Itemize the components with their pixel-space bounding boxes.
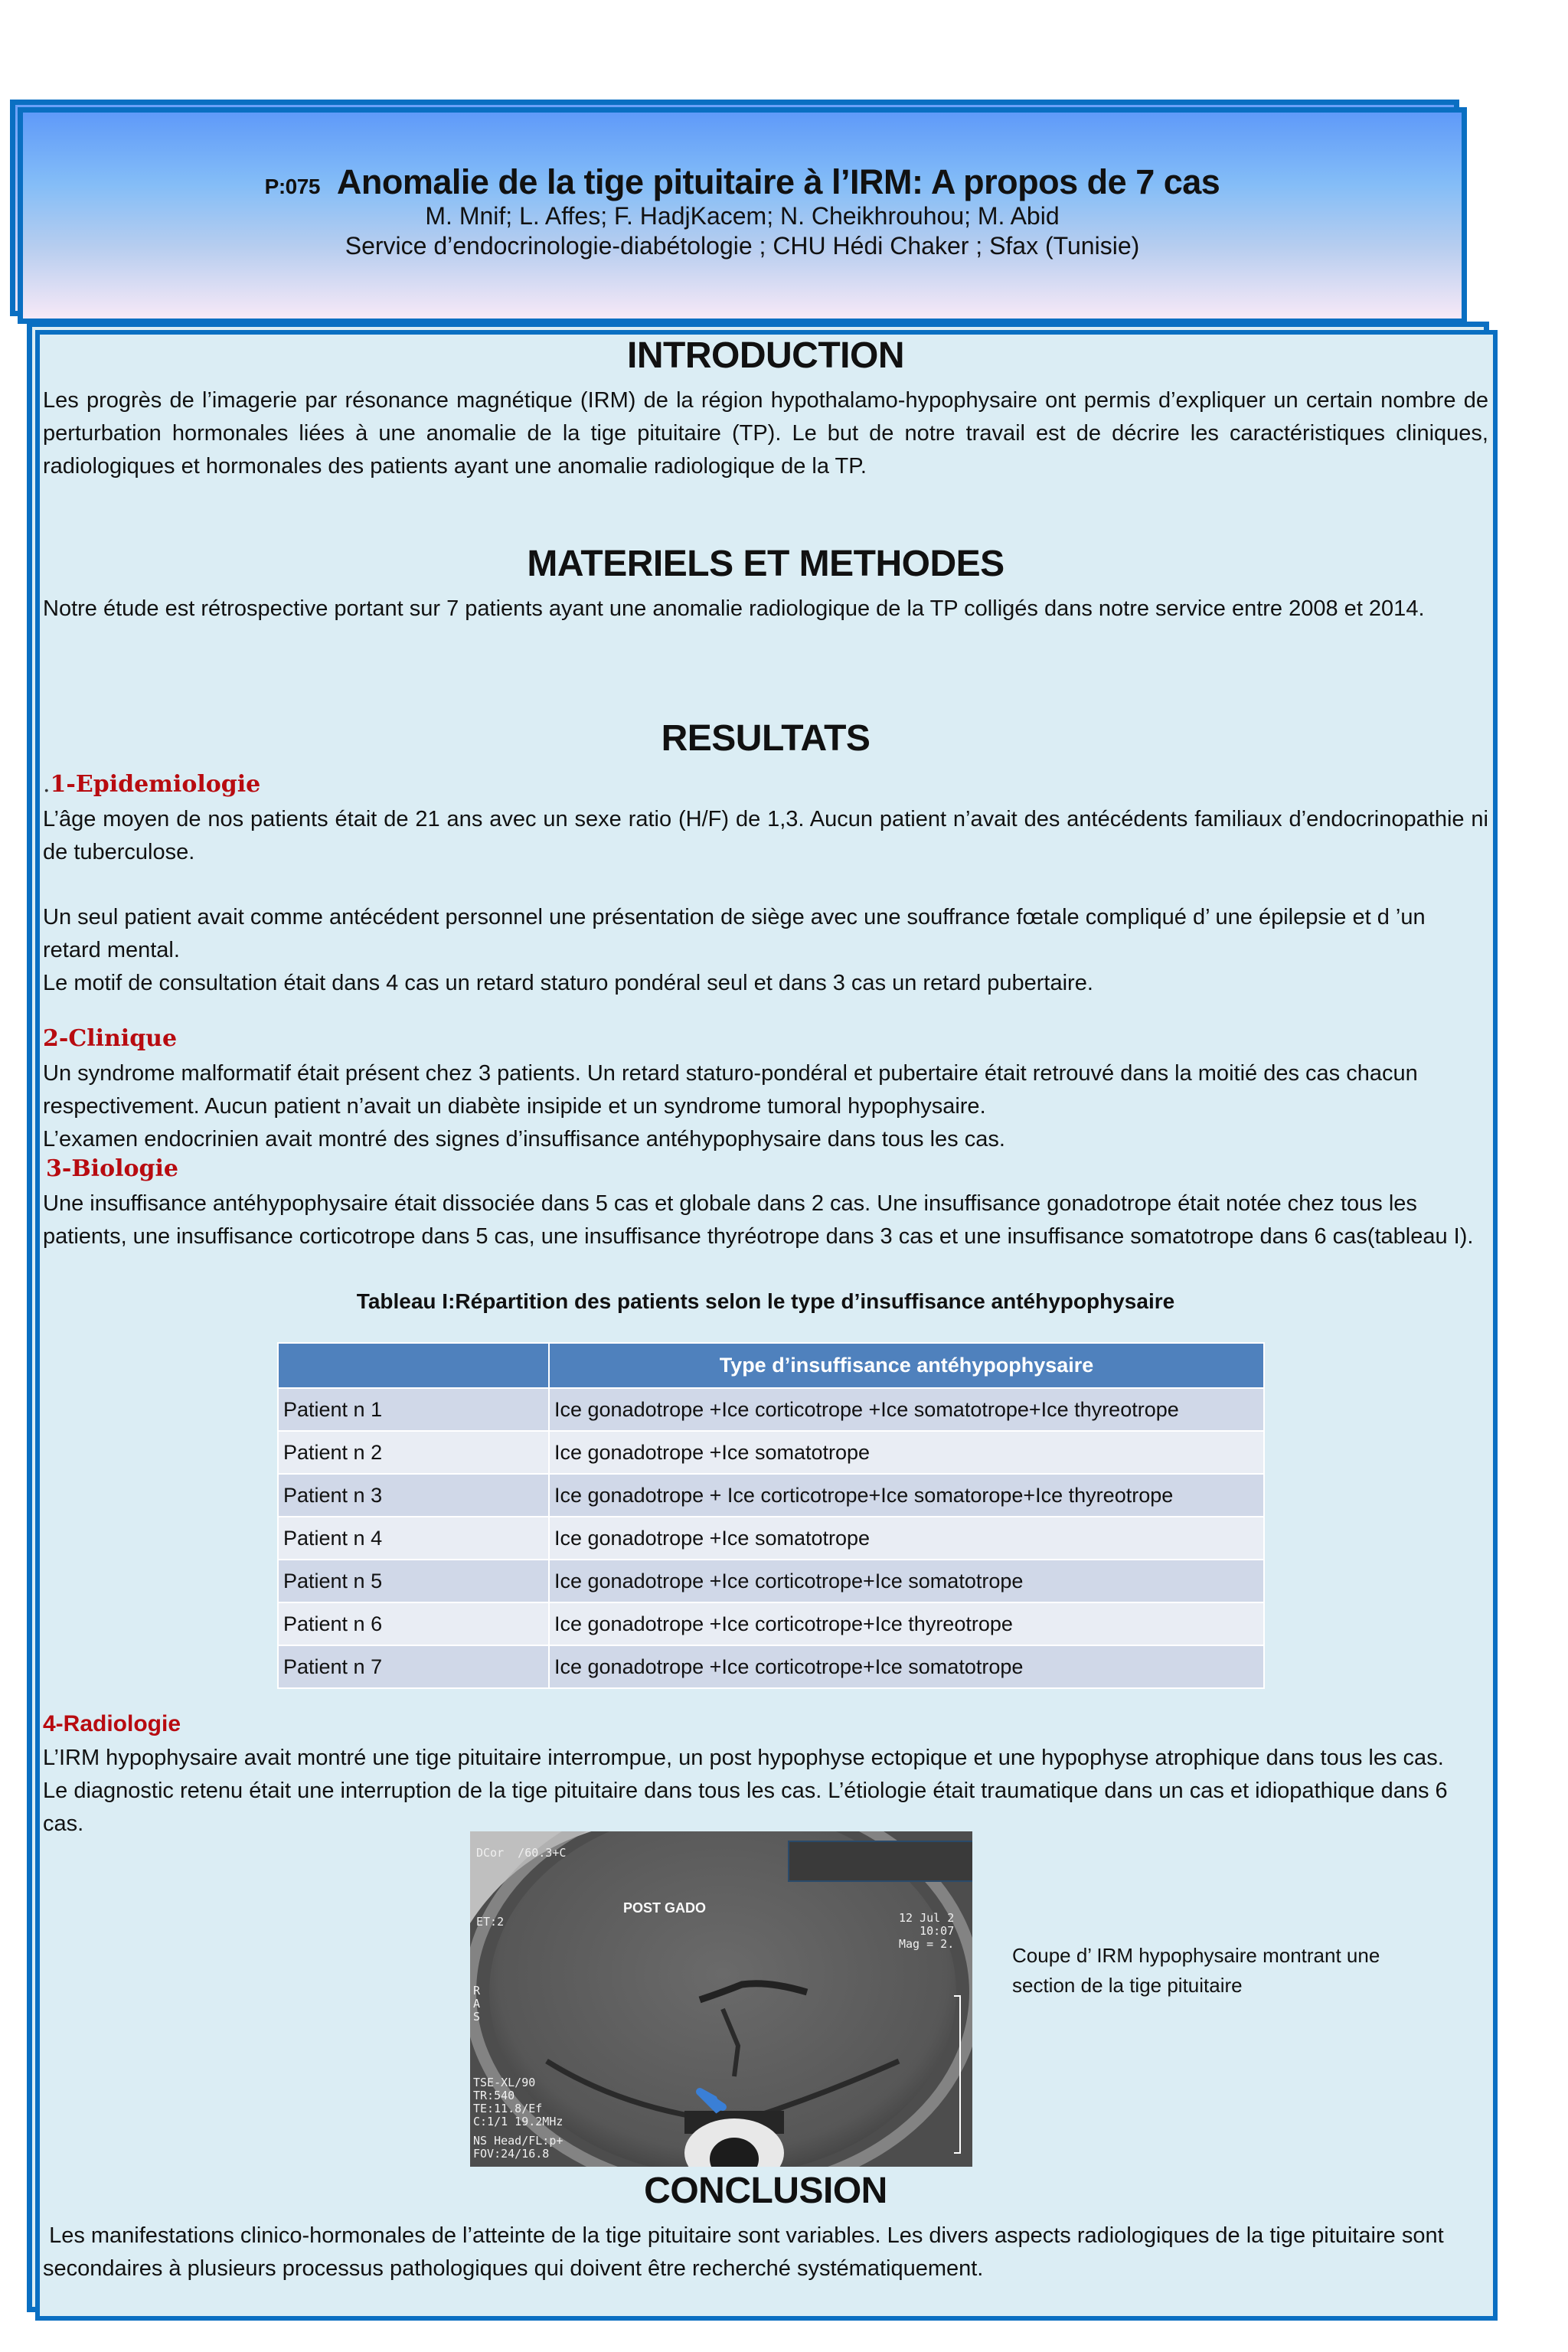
table-row [278,1560,1264,1602]
conclusion-title: CONCLUSION [644,2171,887,2211]
patient-cell: Patient n 2 [278,1431,549,1474]
epidemiology-paragraph-3: Le motif de consultation était dans 4 cas un retard staturo pondéral seul et dans 3 cas un retard pubertaire. [43,971,1093,995]
introduction-text: Les progrès de l’imagerie par résonance magnétique (IRM) de la région hypothalamo-hypophysaire ont permis d’expliquer un certain nombre de perturbation hormonales liées à une anomalie de la tige pituitaire (TP). Le but de notre travail est de décrire les caractéristiques cliniques, radiologiques et hormonales des patients ayant une anomalie radiologique de la TP. [43,388,1488,479]
subheading-clinique: 2-Clinique [43,1025,178,1052]
table-row [278,1602,1264,1645]
insufficiency-cell: Ice gonadotrope +Ice corticotrope +Ice somatotrope+Ice thyreotrope [549,1388,1264,1431]
poster-header [18,107,1467,324]
mri-overlay-orientation: R A S [473,1984,481,2024]
poster-title: Anomalie de la tige pituitaire à l’IRM: A propos de 7 cas [336,162,1220,201]
patient-cell: Patient n 3 [278,1474,549,1517]
insufficiency-table [277,1342,1265,1689]
insufficiency-cell: Ice gonadotrope +Ice corticotrope+Ice somatotrope [549,1645,1264,1688]
patient-cell: Patient n 6 [278,1602,549,1645]
table-header-patient [278,1343,549,1388]
table-caption: Tableau I:Répartition des patients selon le type d’insuffisance antéhypophysaire [356,1289,1175,1313]
table-row [278,1517,1264,1560]
clinique-paragraph-1: Un syndrome malformatif était présent chez 3 patients. Un retard staturo-pondéral et pubertaire était retrouvé dans la moitié des cas chacun respectivement. Aucun patient n’avait un diabète insipide et un syndrome tumoral hypophysaire. [43,1061,1418,1119]
clinique-paragraph-2: L’examen endocrinien avait montré des signes d’insuffisance antéhypophysaire dans tous les cas. [43,1127,1005,1152]
results-title: RESULTATS [661,718,871,759]
poster-code: P:075 [264,175,320,198]
insufficiency-cell: Ice gonadotrope +Ice corticotrope+Ice somatotrope [549,1560,1264,1602]
insufficiency-cell: Ice gonadotrope +Ice corticotrope+Ice thyreotrope [549,1602,1264,1645]
subheading-epidemiologie-label: 1-Epidemiologie [50,771,261,798]
table-header-row [278,1343,1264,1388]
mri-overlay-et: ET:2 [476,1915,505,1929]
mri-overlay-label: POST GADO [623,1900,707,1916]
poster-affiliation: Service d’endocrinologie-diabétologie ; CHU Hédi Chaker ; Sfax (Tunisie) [345,232,1140,260]
insufficiency-cell: Ice gonadotrope + Ice corticotrope+Ice somatorope+Ice thyreotrope [549,1474,1264,1517]
subheading-epidemiologie [43,771,260,798]
table-row [278,1431,1264,1474]
radiologie-paragraph: L’IRM hypophysaire avait montré une tige pituitaire interrompue, un post hypophyse ectopique et une hypophyse atrophique dans tous les cas. Le diagnostic retenu était une interruption de la tige pituitaire dans tous les cas. L’étiologie était traumatique dans un cas et idiopathique dans 6 cas. [43,1746,1448,1836]
subheading-radiologie: 4-Radiologie [43,1711,181,1736]
conclusion-text: Les manifestations clinico-hormonales de l’atteinte de la tige pituitaire sont variables. Les divers aspects radiologiques de la tige pituitaire sont secondaires à plusieurs processus pathologiques qui doivent être recherché systématiquement. [43,2223,1450,2281]
epidemiology-paragraph-2: Un seul patient avait comme antécédent personnel une présentation de siège avec une souffrance fœtale compliqué d’ une épilepsie et d ’un retard mental. [43,905,1426,962]
figure-caption: Coupe d’ IRM hypophysaire montrant une section de la tige pituitaire [1012,1944,1380,1997]
methods-title: MATERIELS ET METHODES [527,544,1004,584]
table-header-type: Type d’insuffisance antéhypophysaire [549,1343,1264,1388]
patient-cell: Patient n 7 [278,1645,549,1688]
mri-overlay-top-left: DCor /60.3+C [476,1846,567,1860]
table-row [278,1388,1264,1431]
patient-cell: Patient n 1 [278,1388,549,1431]
patient-cell: Patient n 5 [278,1560,549,1602]
mri-image [470,1831,972,2167]
table-row [278,1474,1264,1517]
epidemiology-paragraph-1: L’âge moyen de nos patients était de 21 ans avec un sexe ratio (H/F) de 1,3. Aucun patient n’avait des antécédents familiaux d’endocrinopathie ni de tuberculose. [43,807,1488,864]
mri-overlay-date: 12 Jul 2 10:07 Mag = 2. [899,1911,955,1951]
introduction-title: INTRODUCTION [627,335,904,376]
stray-dot: . [43,771,51,798]
mri-overlay-params: TSE-XL/90 TR:540 TE:11.8/Ef C:1/1 19.2MHz [473,2076,564,2128]
mri-redaction-box [788,1841,972,1882]
insufficiency-cell: Ice gonadotrope +Ice somatotrope [549,1517,1264,1560]
poster-authors: M. Mnif; L. Affes; F. HadjKacem; N. Cheikhrouhou; M. Abid [425,202,1060,230]
patient-cell: Patient n 4 [278,1517,549,1560]
methods-text: Notre étude est rétrospective portant sur 7 patients ayant une anomalie radiologique de la TP colligés dans notre service entre 2008 et 2014. [43,596,1425,621]
mri-overlay-coil: NS Head/FL:p+ FOV:24/16.8 [473,2134,564,2161]
biologie-paragraph: Une insuffisance antéhypophysaire était dissociée dans 5 cas et globale dans 2 cas. Une insuffisance gonadotrope était notée chez tous les patients, une insuffisance corticotrope dans 5 cas, une insuffisance thyréotrope dans 3 cas et une insuffisance somatotrope dans 6 cas(tableau I). [43,1191,1474,1249]
table-row [278,1645,1264,1688]
poster-title-line [18,162,1467,202]
insufficiency-cell: Ice gonadotrope +Ice somatotrope [549,1431,1264,1474]
subheading-biologie: 3-Biologie [46,1155,178,1182]
